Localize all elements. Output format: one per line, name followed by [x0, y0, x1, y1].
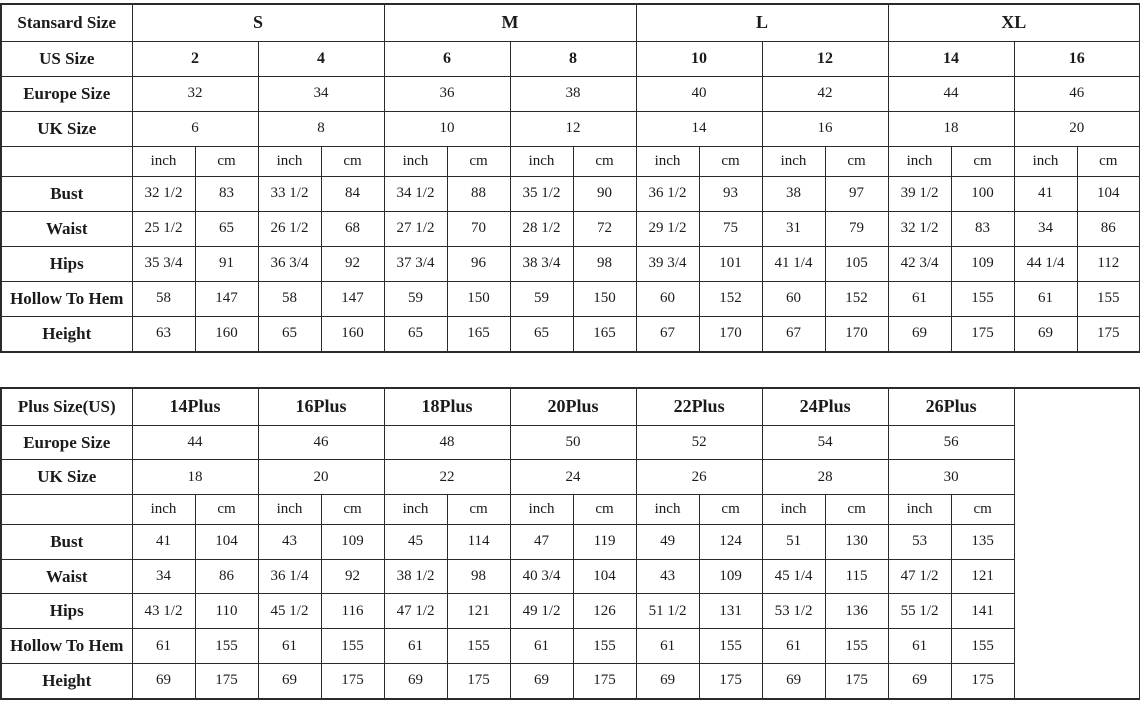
measure-inch-value: 69 — [384, 663, 447, 699]
measure-cm-value: 97 — [825, 176, 888, 211]
measure-row — [1, 629, 1140, 664]
unit-header-inch: inch — [132, 146, 195, 176]
measure-inch-value: 61 — [762, 629, 825, 664]
measure-cm-value: 110 — [195, 594, 258, 629]
measure-inch-value: 69 — [636, 663, 699, 699]
size-value: 44 — [888, 76, 1014, 111]
size-value: 20 — [1014, 111, 1140, 146]
size-value: 24 — [510, 460, 636, 495]
measure-cm-value: 86 — [1077, 211, 1140, 246]
measure-cm-value: 104 — [573, 559, 636, 594]
measure-inch-value: 25 1/2 — [132, 211, 195, 246]
measure-cm-value: 155 — [321, 629, 384, 664]
measure-cm-value: 135 — [951, 524, 1014, 559]
size-value: 52 — [636, 425, 762, 460]
size-value: 26 — [636, 460, 762, 495]
measure-inch-value: 36 1/2 — [636, 176, 699, 211]
measure-cm-value: 116 — [321, 594, 384, 629]
measure-inch-value: 61 — [258, 629, 321, 664]
measure-inch-value: 40 3/4 — [510, 559, 573, 594]
measure-row — [1, 281, 1140, 316]
measure-inch-value: 28 1/2 — [510, 211, 573, 246]
measure-inch-value: 31 — [762, 211, 825, 246]
measure-row — [1, 246, 1140, 281]
measure-cm-value: 170 — [699, 316, 762, 352]
unit-header-cm: cm — [195, 146, 258, 176]
measure-cm-value: 175 — [699, 663, 762, 699]
size-value: 14 — [636, 111, 762, 146]
measure-inch-value: 53 1/2 — [762, 594, 825, 629]
size-value: 6 — [384, 41, 510, 76]
unit-header-inch: inch — [258, 495, 321, 525]
size-group-header: 18Plus — [384, 388, 510, 425]
size-value: 32 — [132, 76, 258, 111]
size-value: 18 — [132, 460, 258, 495]
unit-header-inch: inch — [636, 495, 699, 525]
measure-cm-value: 98 — [447, 559, 510, 594]
measure-cm-value: 79 — [825, 211, 888, 246]
measure-cm-value: 150 — [573, 281, 636, 316]
measure-inch-value: 33 1/2 — [258, 176, 321, 211]
measure-inch-value: 26 1/2 — [258, 211, 321, 246]
unit-header-cm: cm — [951, 495, 1014, 525]
measure-cm-value: 109 — [951, 246, 1014, 281]
size-value: 34 — [258, 76, 384, 111]
unit-header-inch: inch — [510, 146, 573, 176]
measure-cm-value: 83 — [951, 211, 1014, 246]
size-group-header: 22Plus — [636, 388, 762, 425]
measure-cm-value: 101 — [699, 246, 762, 281]
size-group-header: 14Plus — [132, 388, 258, 425]
measure-cm-value: 175 — [573, 663, 636, 699]
size-value: 42 — [762, 76, 888, 111]
measure-row — [1, 524, 1140, 559]
measure-cm-value: 175 — [951, 663, 1014, 699]
unit-header-inch: inch — [258, 146, 321, 176]
measure-inch-value: 61 — [888, 629, 951, 664]
measure-cm-value: 165 — [573, 316, 636, 352]
measure-cm-value: 104 — [1077, 176, 1140, 211]
measure-cm-value: 98 — [573, 246, 636, 281]
size-value: 2 — [132, 41, 258, 76]
row-label: US Size — [1, 41, 132, 76]
measure-inch-value: 59 — [384, 281, 447, 316]
measure-inch-value: 69 — [258, 663, 321, 699]
measure-inch-value: 32 1/2 — [888, 211, 951, 246]
size-value: 14 — [888, 41, 1014, 76]
measure-inch-value: 47 1/2 — [384, 594, 447, 629]
size-group-header: 26Plus — [888, 388, 1014, 425]
size-value: 6 — [132, 111, 258, 146]
measure-cm-value: 175 — [825, 663, 888, 699]
size-group-header: S — [132, 4, 384, 41]
measure-inch-value: 69 — [1014, 316, 1077, 352]
measure-inch-value: 47 1/2 — [888, 559, 951, 594]
measure-inch-value: 41 1/4 — [762, 246, 825, 281]
measure-cm-value: 175 — [447, 663, 510, 699]
measure-cm-value: 109 — [321, 524, 384, 559]
row-label-blank — [1, 495, 132, 525]
measure-cm-value: 68 — [321, 211, 384, 246]
size-value: 40 — [636, 76, 762, 111]
measure-cm-value: 126 — [573, 594, 636, 629]
measure-cm-value: 155 — [951, 281, 1014, 316]
measure-cm-value: 92 — [321, 559, 384, 594]
size-value: 18 — [888, 111, 1014, 146]
measure-cm-value: 115 — [825, 559, 888, 594]
unit-header-inch: inch — [132, 495, 195, 525]
measure-row — [1, 594, 1140, 629]
measure-inch-value: 69 — [888, 316, 951, 352]
unit-header-cm: cm — [1077, 146, 1140, 176]
measure-cm-value: 114 — [447, 524, 510, 559]
measure-inch-value: 61 — [1014, 281, 1077, 316]
measure-cm-value: 70 — [447, 211, 510, 246]
measure-cm-value: 109 — [699, 559, 762, 594]
measure-cm-value: 147 — [321, 281, 384, 316]
measure-cm-value: 88 — [447, 176, 510, 211]
measure-cm-value: 124 — [699, 524, 762, 559]
corner-label: Plus Size(US) — [1, 388, 132, 425]
measure-inch-value: 43 1/2 — [132, 594, 195, 629]
measure-inch-value: 39 3/4 — [636, 246, 699, 281]
size-value: 22 — [384, 460, 510, 495]
measure-inch-value: 67 — [762, 316, 825, 352]
size-value: 10 — [384, 111, 510, 146]
measure-cm-value: 121 — [951, 559, 1014, 594]
measure-row — [1, 176, 1140, 211]
unit-header-cm: cm — [447, 495, 510, 525]
row-label: Hips — [1, 246, 132, 281]
measure-cm-value: 121 — [447, 594, 510, 629]
size-group-header-row — [1, 4, 1140, 41]
measure-inch-value: 59 — [510, 281, 573, 316]
measure-cm-value: 175 — [195, 663, 258, 699]
row-label: UK Size — [1, 111, 132, 146]
measure-inch-value: 36 3/4 — [258, 246, 321, 281]
measure-inch-value: 69 — [510, 663, 573, 699]
size-value: 4 — [258, 41, 384, 76]
size-value: 12 — [762, 41, 888, 76]
measure-inch-value: 61 — [636, 629, 699, 664]
size-value: 8 — [510, 41, 636, 76]
size-row — [1, 111, 1140, 146]
measure-inch-value: 38 3/4 — [510, 246, 573, 281]
measure-cm-value: 90 — [573, 176, 636, 211]
size-group-header: M — [384, 4, 636, 41]
unit-header-cm: cm — [951, 146, 1014, 176]
size-value: 8 — [258, 111, 384, 146]
measure-row — [1, 211, 1140, 246]
measure-cm-value: 160 — [321, 316, 384, 352]
size-row — [1, 460, 1140, 495]
measure-cm-value: 155 — [195, 629, 258, 664]
row-label: Europe Size — [1, 425, 132, 460]
measure-inch-value: 61 — [888, 281, 951, 316]
row-label: Hollow To Hem — [1, 281, 132, 316]
size-row — [1, 425, 1140, 460]
size-value: 36 — [384, 76, 510, 111]
measure-cm-value: 104 — [195, 524, 258, 559]
measure-inch-value: 69 — [762, 663, 825, 699]
size-value: 48 — [384, 425, 510, 460]
unit-header-cm: cm — [573, 146, 636, 176]
row-label: Europe Size — [1, 76, 132, 111]
measure-inch-value: 51 1/2 — [636, 594, 699, 629]
corner-label: Stansard Size — [1, 4, 132, 41]
measure-inch-value: 39 1/2 — [888, 176, 951, 211]
measure-cm-value: 75 — [699, 211, 762, 246]
size-value: 38 — [510, 76, 636, 111]
measure-cm-value: 141 — [951, 594, 1014, 629]
measure-inch-value: 42 3/4 — [888, 246, 951, 281]
row-label: Bust — [1, 524, 132, 559]
size-value: 16 — [1014, 41, 1140, 76]
size-value: 54 — [762, 425, 888, 460]
measure-cm-value: 84 — [321, 176, 384, 211]
measure-inch-value: 47 — [510, 524, 573, 559]
unit-header-row — [1, 495, 1140, 525]
measure-inch-value: 61 — [132, 629, 195, 664]
measure-cm-value: 100 — [951, 176, 1014, 211]
unit-header-cm: cm — [321, 495, 384, 525]
unit-header-inch: inch — [888, 495, 951, 525]
unit-header-inch: inch — [384, 146, 447, 176]
measure-inch-value: 43 — [258, 524, 321, 559]
size-group-header: 16Plus — [258, 388, 384, 425]
measure-inch-value: 65 — [384, 316, 447, 352]
measure-inch-value: 49 1/2 — [510, 594, 573, 629]
measure-cm-value: 175 — [951, 316, 1014, 352]
unit-header-inch: inch — [762, 495, 825, 525]
size-row — [1, 76, 1140, 111]
measure-cm-value: 155 — [825, 629, 888, 664]
measure-cm-value: 155 — [447, 629, 510, 664]
unit-header-inch: inch — [1014, 146, 1077, 176]
standard-size-table — [0, 3, 1140, 353]
measure-inch-value: 34 — [1014, 211, 1077, 246]
row-label: Hollow To Hem — [1, 629, 132, 664]
unit-header-inch: inch — [384, 495, 447, 525]
measure-inch-value: 55 1/2 — [888, 594, 951, 629]
measure-inch-value: 36 1/4 — [258, 559, 321, 594]
measure-inch-value: 58 — [258, 281, 321, 316]
measure-cm-value: 152 — [699, 281, 762, 316]
unit-header-row — [1, 146, 1140, 176]
size-value: 12 — [510, 111, 636, 146]
size-value: 28 — [762, 460, 888, 495]
measure-inch-value: 34 — [132, 559, 195, 594]
measure-cm-value: 152 — [825, 281, 888, 316]
measure-cm-value: 170 — [825, 316, 888, 352]
measure-inch-value: 65 — [258, 316, 321, 352]
measure-inch-value: 41 — [132, 524, 195, 559]
measure-cm-value: 112 — [1077, 246, 1140, 281]
measure-inch-value: 45 — [384, 524, 447, 559]
measure-cm-value: 93 — [699, 176, 762, 211]
size-group-header: XL — [888, 4, 1140, 41]
size-value: 44 — [132, 425, 258, 460]
measure-cm-value: 165 — [447, 316, 510, 352]
measure-cm-value: 86 — [195, 559, 258, 594]
measure-cm-value: 105 — [825, 246, 888, 281]
measure-cm-value: 160 — [195, 316, 258, 352]
measure-cm-value: 150 — [447, 281, 510, 316]
unit-header-inch: inch — [888, 146, 951, 176]
measure-inch-value: 27 1/2 — [384, 211, 447, 246]
unit-header-cm: cm — [195, 495, 258, 525]
empty-column-cell — [1014, 388, 1140, 699]
measure-inch-value: 61 — [510, 629, 573, 664]
measure-cm-value: 155 — [1077, 281, 1140, 316]
measure-inch-value: 58 — [132, 281, 195, 316]
size-value: 46 — [258, 425, 384, 460]
size-value: 16 — [762, 111, 888, 146]
size-value: 20 — [258, 460, 384, 495]
unit-header-cm: cm — [699, 146, 762, 176]
size-group-header: 20Plus — [510, 388, 636, 425]
row-label: Hips — [1, 594, 132, 629]
measure-inch-value: 60 — [636, 281, 699, 316]
measure-cm-value: 147 — [195, 281, 258, 316]
measure-inch-value: 37 3/4 — [384, 246, 447, 281]
measure-cm-value: 155 — [951, 629, 1014, 664]
unit-header-cm: cm — [825, 146, 888, 176]
measure-inch-value: 35 3/4 — [132, 246, 195, 281]
measure-cm-value: 65 — [195, 211, 258, 246]
row-label: Height — [1, 663, 132, 699]
measure-inch-value: 43 — [636, 559, 699, 594]
measure-cm-value: 155 — [699, 629, 762, 664]
measure-cm-value: 131 — [699, 594, 762, 629]
measure-cm-value: 175 — [1077, 316, 1140, 352]
unit-header-cm: cm — [447, 146, 510, 176]
measure-inch-value: 60 — [762, 281, 825, 316]
row-label: Bust — [1, 176, 132, 211]
measure-inch-value: 65 — [510, 316, 573, 352]
measure-cm-value: 130 — [825, 524, 888, 559]
unit-header-inch: inch — [636, 146, 699, 176]
measure-inch-value: 32 1/2 — [132, 176, 195, 211]
measure-inch-value: 69 — [132, 663, 195, 699]
measure-inch-value: 44 1/4 — [1014, 246, 1077, 281]
measure-inch-value: 35 1/2 — [510, 176, 573, 211]
size-row — [1, 41, 1140, 76]
measure-inch-value: 38 — [762, 176, 825, 211]
measure-row — [1, 316, 1140, 352]
measure-cm-value: 175 — [321, 663, 384, 699]
measure-inch-value: 69 — [888, 663, 951, 699]
measure-inch-value: 53 — [888, 524, 951, 559]
row-label: Waist — [1, 559, 132, 594]
measure-inch-value: 29 1/2 — [636, 211, 699, 246]
unit-header-cm: cm — [573, 495, 636, 525]
unit-header-cm: cm — [321, 146, 384, 176]
measure-inch-value: 49 — [636, 524, 699, 559]
plus-size-table — [0, 387, 1140, 700]
size-value: 46 — [1014, 76, 1140, 111]
measure-row — [1, 559, 1140, 594]
size-group-header-row — [1, 388, 1140, 425]
measure-inch-value: 41 — [1014, 176, 1077, 211]
measure-cm-value: 96 — [447, 246, 510, 281]
measure-inch-value: 61 — [384, 629, 447, 664]
unit-header-cm: cm — [699, 495, 762, 525]
row-label: Waist — [1, 211, 132, 246]
unit-header-cm: cm — [825, 495, 888, 525]
size-value: 30 — [888, 460, 1014, 495]
size-group-header: 24Plus — [762, 388, 888, 425]
row-label: Height — [1, 316, 132, 352]
measure-inch-value: 67 — [636, 316, 699, 352]
size-value: 50 — [510, 425, 636, 460]
unit-header-inch: inch — [510, 495, 573, 525]
measure-cm-value: 119 — [573, 524, 636, 559]
measure-cm-value: 83 — [195, 176, 258, 211]
unit-header-inch: inch — [762, 146, 825, 176]
size-value: 56 — [888, 425, 1014, 460]
measure-cm-value: 136 — [825, 594, 888, 629]
measure-cm-value: 155 — [573, 629, 636, 664]
measure-inch-value: 38 1/2 — [384, 559, 447, 594]
size-value: 10 — [636, 41, 762, 76]
measure-inch-value: 51 — [762, 524, 825, 559]
row-label: UK Size — [1, 460, 132, 495]
measure-inch-value: 63 — [132, 316, 195, 352]
measure-cm-value: 91 — [195, 246, 258, 281]
measure-row — [1, 663, 1140, 699]
measure-inch-value: 45 1/2 — [258, 594, 321, 629]
row-label-blank — [1, 146, 132, 176]
measure-inch-value: 34 1/2 — [384, 176, 447, 211]
size-group-header: L — [636, 4, 888, 41]
measure-cm-value: 72 — [573, 211, 636, 246]
measure-inch-value: 45 1/4 — [762, 559, 825, 594]
measure-cm-value: 92 — [321, 246, 384, 281]
